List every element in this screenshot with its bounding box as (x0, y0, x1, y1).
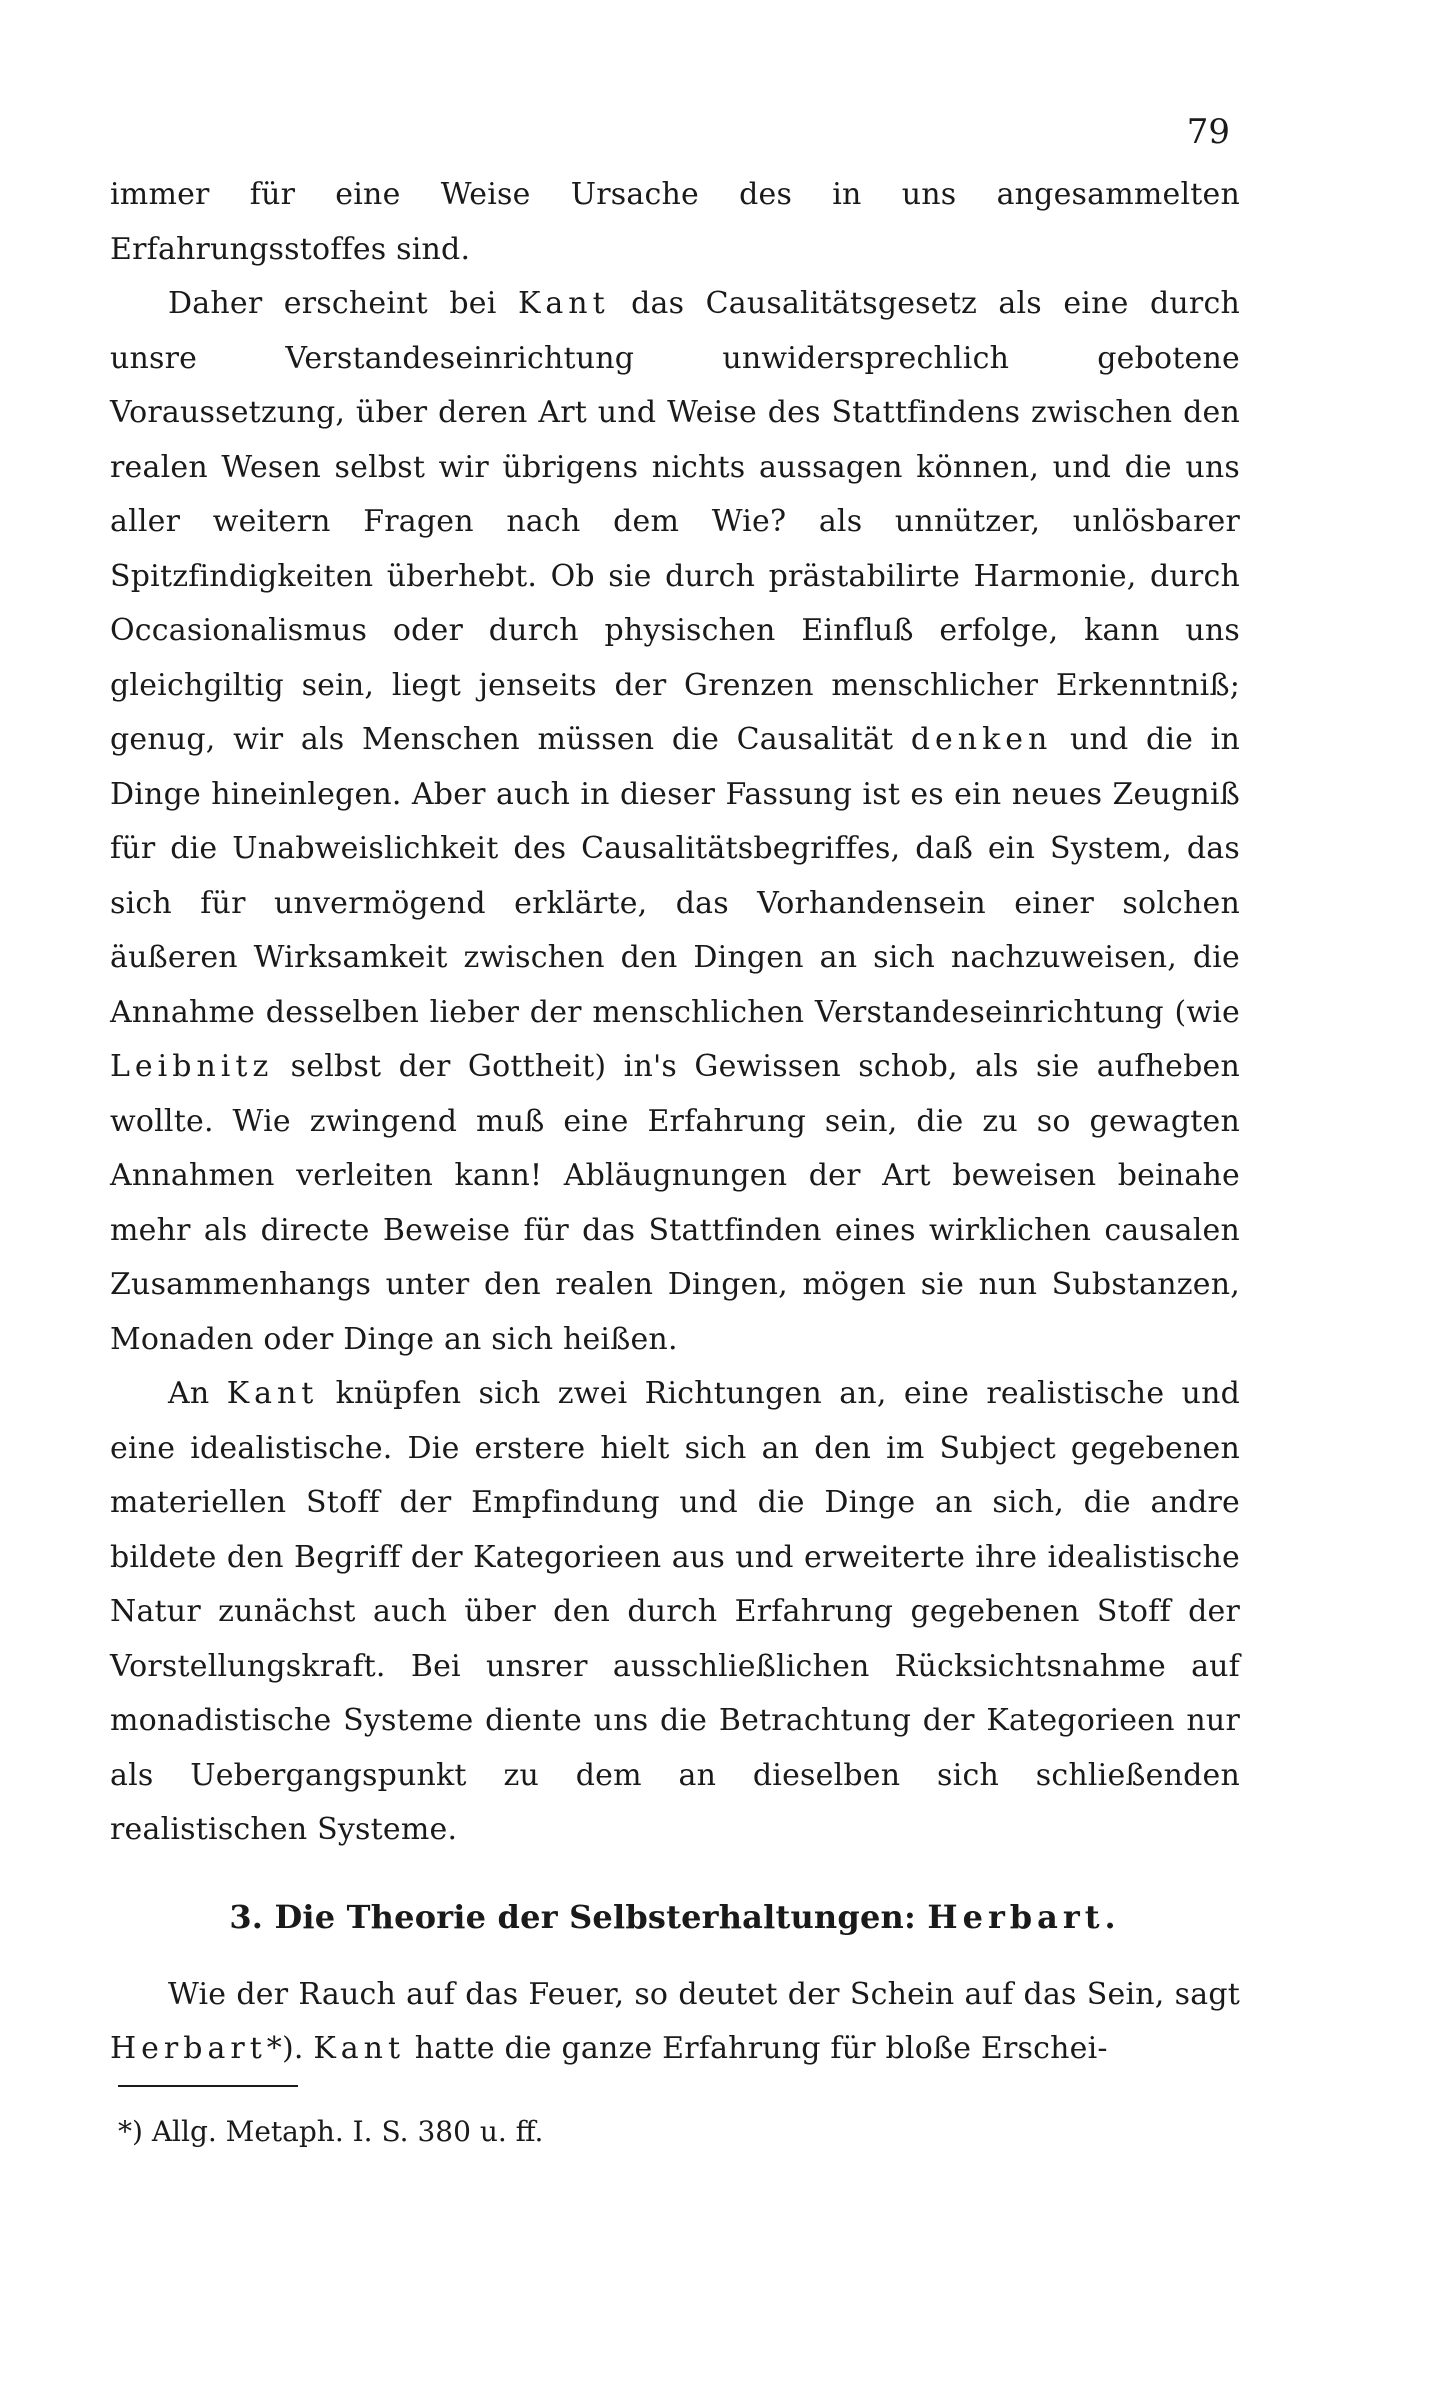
paragraph-1-text: immer für eine Weise Ursache des in uns angesammelten Erfahrungsstoffes sind. (110, 177, 1240, 267)
section-heading-name: Herbart. (927, 1897, 1121, 1936)
paragraph-2-text-d: selbst der Gottheit) in's Gewissen schob, als sie aufheben wollte. Wie zwingend muß eine Erfahrung sein, die zu so gewagten Annahmen verleiten kann! Abläugnungen der Art beweisen beinahe mehr als directe Beweise für das Stattfinden eines wirklichen causalen Zusammenhangs unter den realen Dingen, mögen sie nun Substanzen, Monaden oder Dinge an sich heißen. (110, 1049, 1240, 1357)
emphasis-denken: denken (910, 722, 1053, 757)
name-kant-3: Kant (313, 2031, 406, 2066)
name-leibnitz: Leibnitz (110, 1049, 274, 1084)
name-kant: Kant (517, 286, 610, 321)
footnote-divider (118, 2085, 298, 2087)
name-herbart: Herbart (110, 2031, 267, 2066)
paragraph-3 (110, 1367, 1240, 1858)
paragraph-2-text-a: Daher erscheint bei (168, 286, 518, 321)
main-text (110, 168, 1240, 2077)
paragraph-2 (110, 277, 1240, 1367)
paragraph-2-text-b: das Causalitätsgesetz als eine durch unsre Verstandeseinrichtung unwidersprechlich gebotene Voraussetzung, über deren Art und Weise des Stattfindens zwischen den realen Wesen selbst wir übrigens nichts aussagen können, und die uns aller weitern Fragen nach dem Wie? als unnützer, unlösbarer Spitzfindigkeiten überhebt. Ob sie durch prästabilirte Harmonie, durch Occasionalismus oder durch physischen Einfluß erfolge, kann uns gleichgiltig sein, liegt jenseits der Grenzen menschlicher Erkenntniß; genug, wir als Menschen müssen die Causalität (110, 286, 1240, 757)
section-heading (110, 1890, 1240, 1944)
paragraph-1 (110, 168, 1240, 277)
paragraph-4-text-b: *). (266, 2031, 314, 2066)
page-number: 79 (1186, 112, 1230, 152)
paragraph-2-text-c: und die in Dinge hineinlegen. Aber auch in dieser Fassung ist es ein neues Zeugniß für die Unabweislichkeit des Causalitätsbegriffes, daß ein System, das sich für unvermögend erklärte, das Vorhandensein einer solchen äußeren Wirksamkeit zwischen den Dingen an sich nachzuweisen, die Annahme desselben lieber der menschlichen Verstandeseinrichtung (wie (110, 722, 1240, 1030)
paragraph-3-text-a: An (168, 1376, 227, 1411)
paragraph-4-text-a: Wie der Rauch auf das Feuer, so deutet der Schein auf das Sein, sagt (168, 1976, 1240, 2012)
name-kant-2: Kant (226, 1376, 319, 1411)
footnote: *) Allg. Metaph. I. S. 380 u. ff. (118, 2115, 544, 2148)
paragraph-4-text-c: hatte die ganze Erfahrung für bloße Erschei- (405, 2031, 1108, 2066)
section-heading-prefix: 3. Die Theorie der Selbsterhaltungen: (229, 1897, 928, 1936)
paragraph-3-text-b: knüpfen sich zwei Richtungen an, eine realistische und eine idealistische. Die erstere hielt sich an den im Subject gegebenen materiellen Stoff der Empfindung und die Dinge an sich, die andre bildete den Begriff der Kategorieen aus und erweiterte ihre idealistische Natur zunächst auch über den durch Erfahrung gegebenen Stoff der Vorstellungskraft. Bei unsrer ausschließlichen Rücksichtsnahme auf monadistische Systeme diente uns die Betrachtung der Kategorieen nur als Uebergangspunkt zu dem an dieselben sich schließenden realistischen Systeme. (110, 1376, 1241, 1847)
paragraph-4 (110, 1968, 1240, 2077)
